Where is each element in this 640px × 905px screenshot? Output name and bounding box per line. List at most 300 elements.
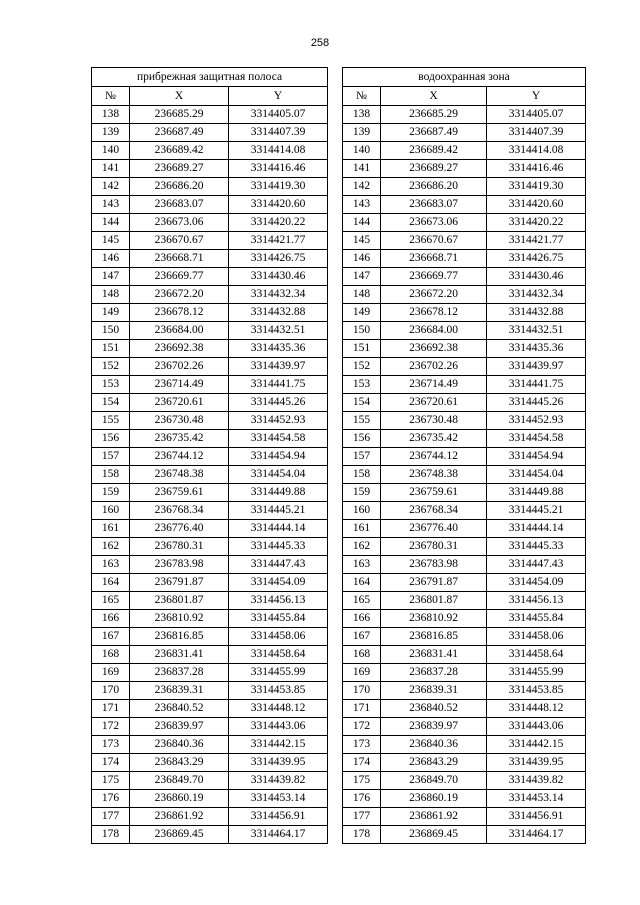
x-coordinate-cell: 236683.07: [381, 196, 487, 214]
point-number-cell: 151: [92, 340, 130, 358]
table-row: [343, 232, 586, 250]
x-coordinate-cell: 236684.00: [130, 322, 229, 340]
x-coordinate-cell: 236759.61: [130, 484, 229, 502]
y-coordinate-cell: 3314455.84: [229, 610, 328, 628]
point-number-cell: 160: [92, 502, 130, 520]
x-coordinate-cell: 236839.31: [130, 682, 229, 700]
point-number-cell: 162: [92, 538, 130, 556]
table-row: [343, 682, 586, 700]
x-coordinate-cell: 236768.34: [381, 502, 487, 520]
table-row: [92, 574, 328, 592]
y-coordinate-cell: 3314445.21: [487, 502, 586, 520]
point-number-cell: 165: [92, 592, 130, 610]
y-coordinate-cell: 3314426.75: [229, 250, 328, 268]
x-coordinate-cell: 236840.52: [381, 700, 487, 718]
x-coordinate-cell: 236810.92: [381, 610, 487, 628]
point-number-cell: 146: [343, 250, 381, 268]
x-coordinate-cell: 236839.97: [381, 718, 487, 736]
x-coordinate-cell: 236685.29: [130, 106, 229, 124]
y-coordinate-cell: 3314439.82: [229, 772, 328, 790]
point-number-cell: 165: [343, 592, 381, 610]
table-row: [92, 232, 328, 250]
point-number-cell: 139: [92, 124, 130, 142]
table-row: [92, 682, 328, 700]
y-coordinate-cell: 3314449.88: [229, 484, 328, 502]
y-coordinate-cell: 3314419.30: [487, 178, 586, 196]
point-number-cell: 176: [343, 790, 381, 808]
table-header-row: [92, 87, 328, 106]
y-coordinate-cell: 3314445.26: [229, 394, 328, 412]
x-coordinate-cell: 236673.06: [381, 214, 487, 232]
y-coordinate-cell: 3314445.33: [487, 538, 586, 556]
table-row: [92, 430, 328, 448]
y-coordinate-cell: 3314448.12: [229, 700, 328, 718]
point-number-cell: 153: [343, 376, 381, 394]
y-coordinate-cell: 3314432.34: [487, 286, 586, 304]
point-number-cell: 155: [92, 412, 130, 430]
y-coordinate-cell: 3314444.14: [487, 520, 586, 538]
y-coordinate-cell: 3314414.08: [487, 142, 586, 160]
y-coordinate-cell: 3314414.08: [229, 142, 328, 160]
table-row: [343, 304, 586, 322]
x-coordinate-cell: 236670.67: [381, 232, 487, 250]
table-row: [343, 484, 586, 502]
x-coordinate-cell: 236843.29: [130, 754, 229, 772]
y-coordinate-cell: 3314421.77: [487, 232, 586, 250]
x-coordinate-cell: 236692.38: [381, 340, 487, 358]
y-coordinate-cell: 3314458.64: [229, 646, 328, 664]
point-number-cell: 138: [343, 106, 381, 124]
x-coordinate-cell: 236816.85: [381, 628, 487, 646]
table-row: [343, 358, 586, 376]
y-coordinate-cell: 3314405.07: [229, 106, 328, 124]
table-row: [343, 556, 586, 574]
y-coordinate-cell: 3314430.46: [229, 268, 328, 286]
point-number-cell: 152: [92, 358, 130, 376]
point-number-cell: 177: [343, 808, 381, 826]
point-number-cell: 172: [343, 718, 381, 736]
x-coordinate-cell: 236861.92: [381, 808, 487, 826]
y-coordinate-cell: 3314442.15: [487, 736, 586, 754]
table-row: [343, 808, 586, 826]
y-coordinate-cell: 3314442.15: [229, 736, 328, 754]
point-number-cell: 163: [92, 556, 130, 574]
y-coordinate-cell: 3314405.07: [487, 106, 586, 124]
table-row: [343, 106, 586, 124]
x-coordinate-cell: 236776.40: [381, 520, 487, 538]
y-coordinate-cell: 3314407.39: [229, 124, 328, 142]
point-number-cell: 169: [92, 664, 130, 682]
point-number-cell: 147: [343, 268, 381, 286]
x-coordinate-cell: 236748.38: [381, 466, 487, 484]
table-row: [92, 304, 328, 322]
table-row: [92, 142, 328, 160]
x-coordinate-cell: 236714.49: [381, 376, 487, 394]
y-coordinate-cell: 3314426.75: [487, 250, 586, 268]
y-coordinate-cell: 3314464.17: [229, 826, 328, 844]
point-number-cell: 144: [343, 214, 381, 232]
y-coordinate-cell: 3314443.06: [487, 718, 586, 736]
x-coordinate-cell: 236673.06: [130, 214, 229, 232]
table-row: [92, 610, 328, 628]
table-row: [92, 340, 328, 358]
point-number-cell: 178: [92, 826, 130, 844]
point-number-cell: 156: [92, 430, 130, 448]
y-coordinate-cell: 3314454.94: [229, 448, 328, 466]
y-coordinate-cell: 3314435.36: [487, 340, 586, 358]
x-coordinate-cell: 236869.45: [130, 826, 229, 844]
y-coordinate-cell: 3314430.46: [487, 268, 586, 286]
y-coordinate-cell: 3314454.09: [229, 574, 328, 592]
table-row: [343, 628, 586, 646]
y-coordinate-cell: 3314444.14: [229, 520, 328, 538]
table-row: [92, 358, 328, 376]
point-number-cell: 174: [92, 754, 130, 772]
x-coordinate-cell: 236840.52: [130, 700, 229, 718]
table-row: [343, 124, 586, 142]
table-row: [92, 556, 328, 574]
point-number-cell: 159: [343, 484, 381, 502]
table-title-row: [343, 68, 586, 87]
point-number-cell: 157: [343, 448, 381, 466]
x-coordinate-cell: 236801.87: [130, 592, 229, 610]
x-coordinate-cell: 236686.20: [381, 178, 487, 196]
table-row: [92, 538, 328, 556]
x-coordinate-cell: 236702.26: [381, 358, 487, 376]
x-coordinate-cell: 236689.27: [381, 160, 487, 178]
point-number-cell: 177: [92, 808, 130, 826]
point-number-cell: 169: [343, 664, 381, 682]
table-row: [92, 646, 328, 664]
point-number-cell: 148: [92, 286, 130, 304]
point-number-cell: 174: [343, 754, 381, 772]
y-coordinate-cell: 3314456.91: [487, 808, 586, 826]
point-number-cell: 161: [92, 520, 130, 538]
y-coordinate-cell: 3314441.75: [229, 376, 328, 394]
x-coordinate-cell: 236861.92: [130, 808, 229, 826]
table-row: [92, 718, 328, 736]
table-row: [343, 250, 586, 268]
point-number-cell: 164: [343, 574, 381, 592]
table-row: [92, 178, 328, 196]
coastal-protective-strip-table: [91, 67, 328, 844]
point-number-cell: 148: [343, 286, 381, 304]
y-coordinate-cell: 3314439.97: [229, 358, 328, 376]
table-row: [343, 196, 586, 214]
table-row: [92, 628, 328, 646]
table-row: [92, 214, 328, 232]
point-number-cell: 154: [343, 394, 381, 412]
table-row: [92, 664, 328, 682]
y-coordinate-cell: 3314432.51: [487, 322, 586, 340]
y-coordinate-cell: 3314456.91: [229, 808, 328, 826]
x-coordinate-cell: 236720.61: [130, 394, 229, 412]
y-coordinate-cell: 3314420.60: [229, 196, 328, 214]
point-number-cell: 143: [92, 196, 130, 214]
point-number-cell: 167: [92, 628, 130, 646]
y-coordinate-cell: 3314453.85: [487, 682, 586, 700]
point-number-cell: 159: [92, 484, 130, 502]
table-row: [343, 340, 586, 358]
y-coordinate-cell: 3314432.34: [229, 286, 328, 304]
x-coordinate-cell: 236714.49: [130, 376, 229, 394]
x-coordinate-cell: 236831.41: [381, 646, 487, 664]
x-coordinate-cell: 236840.36: [381, 736, 487, 754]
y-coordinate-cell: 3314416.46: [487, 160, 586, 178]
y-coordinate-cell: 3314453.14: [229, 790, 328, 808]
y-coordinate-cell: 3314456.13: [229, 592, 328, 610]
table-row: [92, 754, 328, 772]
x-coordinate-cell: 236869.45: [381, 826, 487, 844]
column-header-number: №: [343, 87, 381, 106]
y-coordinate-cell: 3314452.93: [229, 412, 328, 430]
table-row: [343, 142, 586, 160]
table-row: [92, 502, 328, 520]
table-row: [343, 772, 586, 790]
table-row: [343, 592, 586, 610]
column-header-x: X: [381, 87, 487, 106]
table-row: [343, 412, 586, 430]
x-coordinate-cell: 236668.71: [130, 250, 229, 268]
table-row: [343, 466, 586, 484]
point-number-cell: 170: [92, 682, 130, 700]
x-coordinate-cell: 236687.49: [381, 124, 487, 142]
point-number-cell: 154: [92, 394, 130, 412]
point-number-cell: 166: [92, 610, 130, 628]
table-row: [343, 700, 586, 718]
table-row: [343, 394, 586, 412]
x-coordinate-cell: 236678.12: [381, 304, 487, 322]
x-coordinate-cell: 236744.12: [130, 448, 229, 466]
x-coordinate-cell: 236678.12: [130, 304, 229, 322]
x-coordinate-cell: 236735.42: [130, 430, 229, 448]
point-number-cell: 144: [92, 214, 130, 232]
table-row: [92, 124, 328, 142]
point-number-cell: 171: [92, 700, 130, 718]
table-row: [343, 826, 586, 844]
x-coordinate-cell: 236689.42: [130, 142, 229, 160]
point-number-cell: 145: [92, 232, 130, 250]
y-coordinate-cell: 3314441.75: [487, 376, 586, 394]
table-row: [343, 520, 586, 538]
x-coordinate-cell: 236730.48: [130, 412, 229, 430]
table-row: [343, 574, 586, 592]
y-coordinate-cell: 3314452.93: [487, 412, 586, 430]
water-protection-zone-table: [342, 67, 586, 844]
point-number-cell: 141: [343, 160, 381, 178]
table-row: [92, 448, 328, 466]
y-coordinate-cell: 3314439.95: [487, 754, 586, 772]
x-coordinate-cell: 236692.38: [130, 340, 229, 358]
x-coordinate-cell: 236837.28: [130, 664, 229, 682]
point-number-cell: 173: [92, 736, 130, 754]
table-row: [343, 322, 586, 340]
x-coordinate-cell: 236687.49: [130, 124, 229, 142]
table-row: [92, 196, 328, 214]
table-row: [92, 394, 328, 412]
table-row: [92, 268, 328, 286]
y-coordinate-cell: 3314445.26: [487, 394, 586, 412]
x-coordinate-cell: 236860.19: [130, 790, 229, 808]
point-number-cell: 163: [343, 556, 381, 574]
y-coordinate-cell: 3314454.04: [229, 466, 328, 484]
x-coordinate-cell: 236669.77: [381, 268, 487, 286]
y-coordinate-cell: 3314420.60: [487, 196, 586, 214]
x-coordinate-cell: 236744.12: [381, 448, 487, 466]
y-coordinate-cell: 3314453.85: [229, 682, 328, 700]
y-coordinate-cell: 3314447.43: [229, 556, 328, 574]
table-row: [343, 736, 586, 754]
x-coordinate-cell: 236720.61: [381, 394, 487, 412]
x-coordinate-cell: 236683.07: [130, 196, 229, 214]
column-header-x: X: [130, 87, 229, 106]
y-coordinate-cell: 3314453.14: [487, 790, 586, 808]
x-coordinate-cell: 236748.38: [130, 466, 229, 484]
y-coordinate-cell: 3314458.06: [229, 628, 328, 646]
point-number-cell: 167: [343, 628, 381, 646]
y-coordinate-cell: 3314432.88: [229, 304, 328, 322]
table-row: [343, 790, 586, 808]
point-number-cell: 168: [343, 646, 381, 664]
point-number-cell: 142: [343, 178, 381, 196]
x-coordinate-cell: 236670.67: [130, 232, 229, 250]
table-row: [343, 538, 586, 556]
x-coordinate-cell: 236791.87: [130, 574, 229, 592]
y-coordinate-cell: 3314449.88: [487, 484, 586, 502]
point-number-cell: 176: [92, 790, 130, 808]
y-coordinate-cell: 3314421.77: [229, 232, 328, 250]
y-coordinate-cell: 3314432.51: [229, 322, 328, 340]
point-number-cell: 161: [343, 520, 381, 538]
point-number-cell: 164: [92, 574, 130, 592]
y-coordinate-cell: 3314456.13: [487, 592, 586, 610]
column-header-y: Y: [229, 87, 328, 106]
x-coordinate-cell: 236702.26: [130, 358, 229, 376]
point-number-cell: 141: [92, 160, 130, 178]
y-coordinate-cell: 3314435.36: [229, 340, 328, 358]
point-number-cell: 166: [343, 610, 381, 628]
point-number-cell: 150: [343, 322, 381, 340]
point-number-cell: 172: [92, 718, 130, 736]
x-coordinate-cell: 236839.97: [130, 718, 229, 736]
y-coordinate-cell: 3314443.06: [229, 718, 328, 736]
point-number-cell: 140: [343, 142, 381, 160]
table-row: [343, 610, 586, 628]
x-coordinate-cell: 236849.70: [130, 772, 229, 790]
point-number-cell: 143: [343, 196, 381, 214]
y-coordinate-cell: 3314439.95: [229, 754, 328, 772]
x-coordinate-cell: 236686.20: [130, 178, 229, 196]
y-coordinate-cell: 3314419.30: [229, 178, 328, 196]
table-row: [92, 412, 328, 430]
table-row: [92, 160, 328, 178]
point-number-cell: 160: [343, 502, 381, 520]
table-row: [92, 286, 328, 304]
x-coordinate-cell: 236780.31: [381, 538, 487, 556]
x-coordinate-cell: 236831.41: [130, 646, 229, 664]
point-number-cell: 155: [343, 412, 381, 430]
point-number-cell: 152: [343, 358, 381, 376]
y-coordinate-cell: 3314454.04: [487, 466, 586, 484]
x-coordinate-cell: 236791.87: [381, 574, 487, 592]
x-coordinate-cell: 236810.92: [130, 610, 229, 628]
point-number-cell: 149: [92, 304, 130, 322]
y-coordinate-cell: 3314420.22: [229, 214, 328, 232]
y-coordinate-cell: 3314455.99: [229, 664, 328, 682]
y-coordinate-cell: 3314458.64: [487, 646, 586, 664]
point-number-cell: 157: [92, 448, 130, 466]
table-row: [92, 106, 328, 124]
y-coordinate-cell: 3314416.46: [229, 160, 328, 178]
x-coordinate-cell: 236816.85: [130, 628, 229, 646]
x-coordinate-cell: 236672.20: [130, 286, 229, 304]
point-number-cell: 158: [343, 466, 381, 484]
x-coordinate-cell: 236837.28: [381, 664, 487, 682]
table-row: [343, 160, 586, 178]
table-row: [92, 826, 328, 844]
point-number-cell: 173: [343, 736, 381, 754]
y-coordinate-cell: 3314464.17: [487, 826, 586, 844]
table-row: [92, 808, 328, 826]
table-row: [92, 592, 328, 610]
table-row: [92, 790, 328, 808]
y-coordinate-cell: 3314458.06: [487, 628, 586, 646]
x-coordinate-cell: 236668.71: [381, 250, 487, 268]
x-coordinate-cell: 236843.29: [381, 754, 487, 772]
x-coordinate-cell: 236685.29: [381, 106, 487, 124]
x-coordinate-cell: 236840.36: [130, 736, 229, 754]
table-row: [343, 268, 586, 286]
y-coordinate-cell: 3314432.88: [487, 304, 586, 322]
x-coordinate-cell: 236776.40: [130, 520, 229, 538]
table-row: [343, 214, 586, 232]
table-row: [343, 646, 586, 664]
x-coordinate-cell: 236689.27: [130, 160, 229, 178]
y-coordinate-cell: 3314420.22: [487, 214, 586, 232]
point-number-cell: 178: [343, 826, 381, 844]
point-number-cell: 156: [343, 430, 381, 448]
point-number-cell: 142: [92, 178, 130, 196]
y-coordinate-cell: 3314454.94: [487, 448, 586, 466]
column-header-number: №: [92, 87, 130, 106]
point-number-cell: 175: [343, 772, 381, 790]
x-coordinate-cell: 236735.42: [381, 430, 487, 448]
table-row: [343, 286, 586, 304]
y-coordinate-cell: 3314454.58: [487, 430, 586, 448]
table-row: [92, 520, 328, 538]
point-number-cell: 149: [343, 304, 381, 322]
x-coordinate-cell: 236801.87: [381, 592, 487, 610]
point-number-cell: 171: [343, 700, 381, 718]
table-row: [92, 736, 328, 754]
x-coordinate-cell: 236783.98: [381, 556, 487, 574]
table-row: [343, 376, 586, 394]
table-row: [92, 376, 328, 394]
point-number-cell: 145: [343, 232, 381, 250]
table-header-row: [343, 87, 586, 106]
point-number-cell: 140: [92, 142, 130, 160]
point-number-cell: 147: [92, 268, 130, 286]
x-coordinate-cell: 236780.31: [130, 538, 229, 556]
x-coordinate-cell: 236759.61: [381, 484, 487, 502]
point-number-cell: 158: [92, 466, 130, 484]
table-row: [92, 322, 328, 340]
y-coordinate-cell: 3314445.33: [229, 538, 328, 556]
point-number-cell: 151: [343, 340, 381, 358]
table-row: [343, 502, 586, 520]
point-number-cell: 150: [92, 322, 130, 340]
table-row: [92, 466, 328, 484]
